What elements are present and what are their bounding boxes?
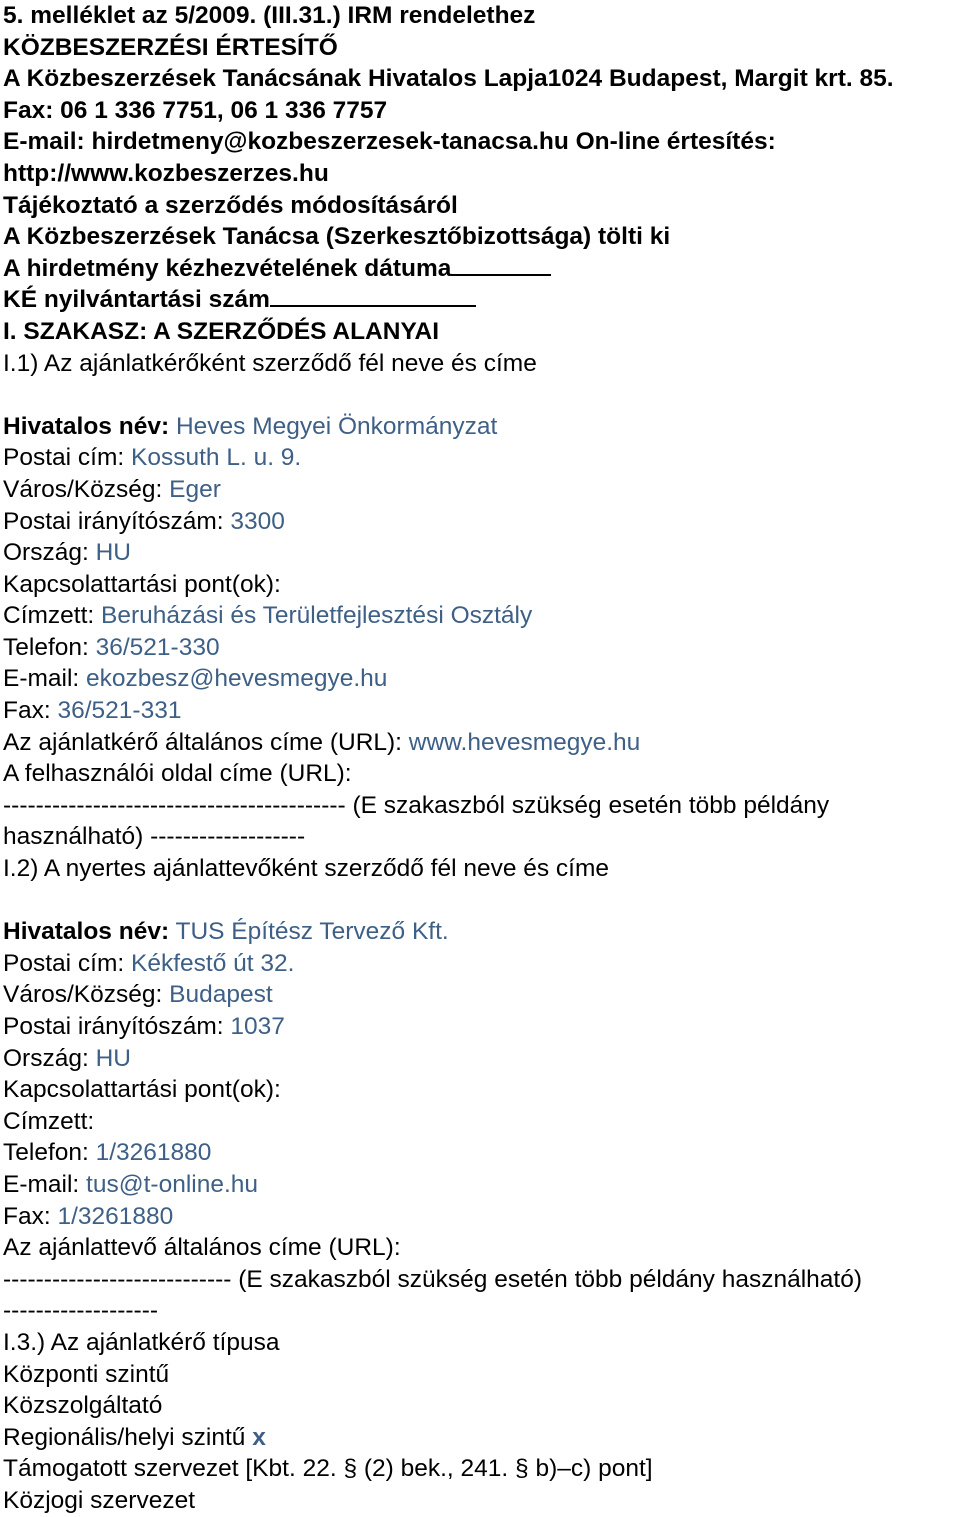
type-option-central: Központi szintű (3, 1360, 170, 1388)
filled-by-line: A Közbeszerzések Tanácsa (Szerkesztőbizottsága) tölti ki (3, 223, 671, 251)
annex-reference: 5. melléklet az 5/2009. (III.31.) IRM rendelethez (3, 2, 536, 29)
winner-dash-line-1: ---------------------------- (E szakaszból szükség esetén több példány használható) (3, 1265, 863, 1293)
contracting-attention: Címzett: Beruházási és Területfejlesztési Osztály (3, 602, 533, 630)
type-heading: I.3.) Az ajánlatkérő típusa (3, 1328, 280, 1356)
received-date-blank (451, 254, 551, 276)
fax-line: Fax: 06 1 336 7751, 06 1 336 7757 (3, 96, 388, 124)
winner-dash-line-2: ------------------- (3, 1297, 159, 1325)
type-option-subsidised: Támogatott szervezet [Kbt. 22. § (2) bek., 241. § b)–c) pont] (3, 1455, 653, 1483)
contracting-email: E-mail: ekozbesz@hevesmegye.hu (3, 665, 388, 693)
registry-number-label: KÉ nyilvántartási szám (3, 286, 270, 314)
winner-name: Hivatalos név: TUS Építész Tervező Kft. (3, 918, 449, 946)
contracting-city: Város/Község: Eger (3, 475, 221, 503)
received-date-field (3, 253, 957, 285)
registry-number-field (3, 284, 957, 316)
winner-city: Város/Község: Budapest (3, 981, 273, 1009)
contracting-buyer-url: A felhasználói oldal címe (URL): (3, 760, 352, 788)
publisher-line: A Közbeszerzések Tanácsának Hivatalos Lapja1024 Budapest, Margit krt. 85. (3, 65, 894, 93)
winner-general-url: Az ajánlattevő általános címe (URL): (3, 1234, 401, 1262)
contracting-dash-line-2: használható) ------------------- (3, 823, 306, 851)
section-1-title: I. SZAKASZ: A SZERZŐDÉS ALANYAI (3, 317, 440, 345)
winner-zip: Postai irányítószám: 1037 (3, 1013, 285, 1040)
winner-phone: Telefon: 1/3261880 (3, 1139, 212, 1167)
winner-fax: Fax: 1/3261880 (3, 1202, 174, 1230)
contracting-phone: Telefon: 36/521-330 (3, 633, 220, 661)
contracting-dash-line-1: ------------------------------------------ (E szakaszból szükség esetén több példány (3, 791, 830, 819)
winner-contact-points: Kapcsolattartási pont(ok): (3, 1076, 281, 1104)
registry-number-blank (270, 285, 476, 307)
selected-mark: x (252, 1423, 266, 1451)
contracting-contact-points: Kapcsolattartási pont(ok): (3, 570, 281, 598)
winner-email: E-mail: tus@t-online.hu (3, 1170, 259, 1198)
type-option-utility: Közszolgáltató (3, 1392, 163, 1420)
contracting-address: Postai cím: Kossuth L. u. 9. (3, 444, 302, 472)
website-url: http://www.kozbeszerzes.hu (3, 159, 329, 187)
contracting-name: Hivatalos név: Heves Megyei Önkormányzat (3, 412, 498, 440)
contracting-fax: Fax: 36/521-331 (3, 697, 182, 725)
type-option-regional: Regionális/helyi szintű x (3, 1423, 266, 1451)
contracting-general-url: Az ajánlatkérő általános címe (URL): www.hevesmegye.hu (3, 728, 641, 756)
contracting-country: Ország: HU (3, 539, 131, 567)
received-date-label: A hirdetmény kézhezvételének dátuma (3, 254, 452, 282)
email-online-line: E-mail: hirdetmeny@kozbeszerzesek-tanacsa.hu On-line értesítés: (3, 128, 776, 156)
winner-heading: I.2) A nyertes ajánlattevőként szerződő fél neve és címe (3, 855, 610, 883)
contracting-heading: I.1) Az ajánlatkérőként szerződő fél neve és címe (3, 349, 537, 377)
contracting-zip: Postai irányítószám: 3300 (3, 507, 285, 535)
winner-address: Postai cím: Kékfestő út 32. (3, 949, 295, 977)
type-option-public-law: Közjogi szervezet (3, 1486, 196, 1514)
notice-title: Tájékoztató a szerződés módosításáról (3, 191, 458, 219)
winner-country: Ország: HU (3, 1044, 131, 1072)
winner-attention: Címzett: (3, 1107, 95, 1135)
journal-title: KÖZBESZERZÉSI ÉRTESÍTŐ (3, 33, 338, 61)
